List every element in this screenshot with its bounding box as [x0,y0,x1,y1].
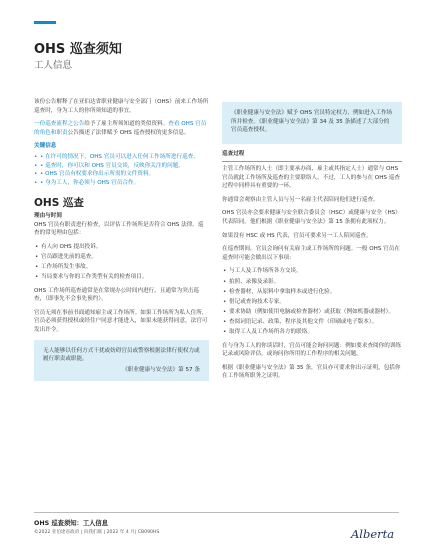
intro-paragraph: 该份公告解释了在亚伯达省职业健康与安全部门（OHS）前来工作场所巡查时，身为工人的你所须知道的事宜。 [34,99,209,114]
section-title: OHS 巡查 [34,197,84,210]
alberta-logo: Alberta [351,527,395,541]
intro-links-end: 公告描述了法律赋予 OHS 巡查授权的更多信息。 [67,129,190,136]
action-item: • 拍照、录像及录影。 [222,278,402,287]
law-callout [34,340,209,382]
process-paragraph: 你通常会观察由主管人员与另一名雇主代表陪同他们进行巡查。 [222,196,379,203]
process-paragraph: 根据《职业健康与安全法》第 35 条，官员亦可要求你出示证明，包括你在工作场所职务之证明。 [222,364,401,380]
authority-callout [222,102,402,144]
officer-actions-list [222,267,402,336]
reason-item: • 当局要求与你的工作类型有关的检查项目。 [34,273,209,282]
left-column [34,98,209,387]
notice-paragraph: 官员无须在事前书面通知雇主或工作场所。如果工作场所为私人住所，官员必须获得授权或经住户同意才能进入，如果未能获得同意，法官可发出许令。 [34,309,208,333]
intro-links-text: 给予了雇主所须知道的类似资料。 [84,121,169,128]
key-point-item: • • OHS 官员有权要求你出示所需的文件资料。 [34,170,209,179]
process-paragraph: 主管工作场所的人士（即主要承办商、雇主或其指定人士）通常与 OHS 官员就此工作场所及巡查的主要联络人。不过，工人的参与在 OHS 巡查过程中同样具有重要的一环。 [222,166,400,190]
action-item: • 要求协助（例如使用电脑或检查器材）或获取（例如机器或器材）。 [222,308,402,317]
footer-title: OHS 巡查须知：工人信息 [34,520,109,527]
reason-paragraph: OHS 官员有职责进行检查，以评估工作场所是否符合 OHS 法律。巡查的常见理由包括： [34,221,204,237]
document-title: OHS 巡查须知 [34,42,122,57]
process-paragraph: 如果没有 HSC 或 HS 代表，官员可要求另一工人陪同巡查。 [222,232,372,239]
reason-list [34,243,209,282]
key-point-item: • • 身为工人，你必须与 OHS 官员合作。 [34,179,209,188]
callout-text: 《职业健康与安全法》赋予 OHS 官员特定权力，例如进入工作场所并检查。《职业健康与安全法》第 34 及 35 条描述了大部分的官员巡查授权。 [231,110,393,134]
right-column [222,98,402,386]
reason-item: • 工作场所发生事故。 [34,263,209,272]
inspection-process-link[interactable]: 一份巡查流程之公告 [34,121,85,128]
footer-divider [34,512,399,513]
accent-bar [34,21,56,24]
footer [34,518,399,535]
timing-paragraph: OHS 工作场所巡查通常是在常规办公时间内进行，且通常为突击巡查，（即事先不会事先预约）。 [34,287,199,303]
action-item: • 借记或查询技术专家。 [222,298,402,307]
footer-meta: ©2022 亚伯達省政府 | 向我们联 | 2022 年 4 月| CB090HS [34,530,160,535]
process-paragraph: 在巡查期间，官员会询问有关雇主或工作场所的问题。一般 OHS 官员在巡查时可能会做出以下事项： [222,246,400,261]
reason-item: • 官员跟进先前的巡查。 [34,253,209,262]
process-paragraph: OHS 官员亦会要求健康与安全联合委员会（HSC）或健康与安全（HS）代表陪同。他们根据《职业健康与安全法》第 15 条拥有此项权力。 [222,210,401,226]
key-point-item: • • 在许可的情况下，OHS 官员可以进入任何工作场所进行巡查。 [34,153,209,162]
action-item: • 检查器材，从原料中拿取样本或进行化验。 [222,288,402,297]
reason-item: • 有人向 OHS 提出投诉。 [34,243,209,252]
key-point-item: • • 巡查时，你可以和 OHS 官员交谈，反映你关注的问题。 [34,162,209,171]
key-points-list [34,153,209,187]
process-paragraph: 在与身为工人的你谈话时，官员可能会询问问题：例如要求查阅你的训练记录或风险评估，或询问你所用的工作程序的相关问题。 [222,342,402,358]
callout-citation: 《职业健康与安全法》第 57 条 [122,366,200,373]
action-item: • 查阅词语记录、政策、程序及其他文件（印刷或电子版本）。 [222,318,402,327]
intro-links-paragraph [34,120,209,137]
action-item: • 与工人及工作场所各方交谈。 [222,267,402,276]
reason-subtitle: 理由与时间 [34,212,62,219]
document-subtitle: 工人信息 [34,60,73,71]
key-points-title: 关键信息 [34,143,57,150]
process-subtitle: 巡查过程 [222,150,245,157]
action-item: • 取得工人及工作场所各方的联络。 [222,328,402,337]
officer-roles-link[interactable]: 查看 OHS 官员的角色和职责 [34,121,207,136]
callout-text: 无人能够以任何方式干扰或妨碍官员或警察根据法律行使权力或履行职责或职能。 [43,347,200,363]
divider [222,161,402,162]
